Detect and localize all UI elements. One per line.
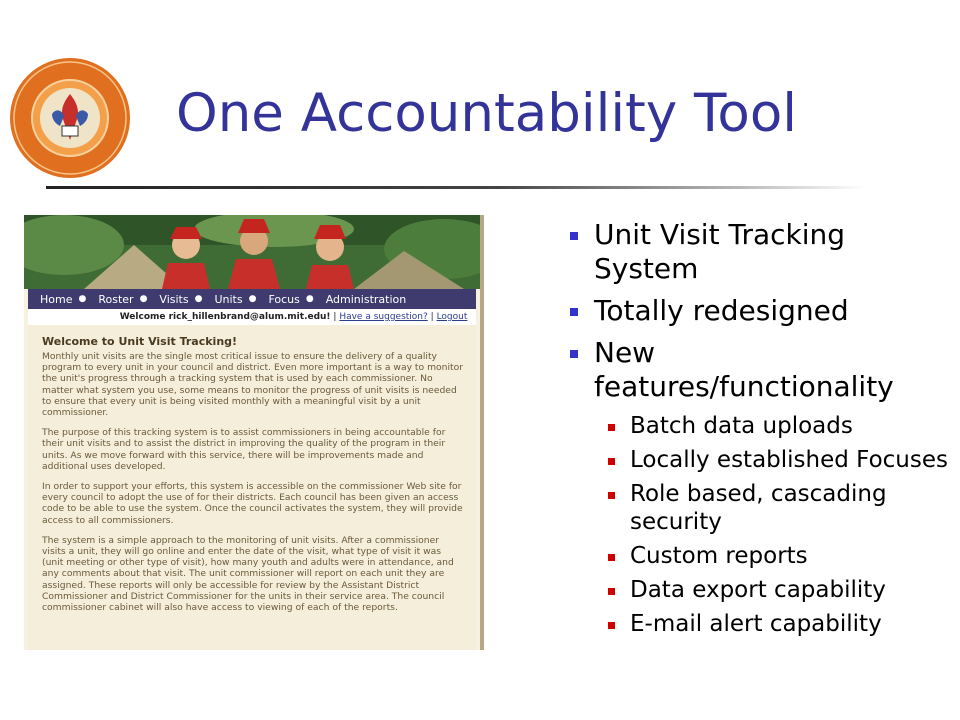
website-heading: Welcome to Unit Visit Tracking! — [42, 335, 238, 348]
bullet-square-icon — [570, 308, 578, 316]
separator: | — [333, 312, 340, 322]
nav-focus[interactable]: Focus — [268, 292, 300, 306]
sub-bullet-text: Custom reports — [630, 543, 808, 569]
slide-title: One Accountability Tool — [176, 83, 797, 144]
website-paragraph: The system is a simple approach to the monitoring of unit visits. After a commissioner visits a unit, they will go online and enter the date of the visit, what type of visit it was (unit meeting or other type of visit), how many youth and adults were in attendance, and any comments about that visit. The unit commissioner will report on each unit they are assigned. These reports will only be accessible for review by the Assistant District Commissioner and District Commissioner for the units in their service area. The council commissioner cabinet will also have access to viewing of each of the reports. — [42, 534, 454, 614]
sub-bullet-square-icon — [608, 492, 615, 499]
website-nav-bar — [28, 289, 476, 309]
website-content — [28, 325, 476, 650]
nav-separator-icon: ● — [248, 294, 257, 304]
nav-separator-icon: ● — [194, 294, 203, 304]
nav-separator-icon: ● — [305, 294, 314, 304]
bullet-square-icon — [570, 232, 578, 240]
nav-separator-icon: ● — [139, 294, 148, 304]
bullet-list — [568, 218, 948, 644]
sub-bullet-item — [568, 610, 948, 638]
separator: | — [430, 312, 437, 322]
sub-bullet-item — [568, 480, 948, 536]
nav-administration[interactable]: Administration — [325, 292, 407, 306]
website-paragraph: Monthly unit visits are the single most critical issue to ensure the delivery of a quality program to every unit in your council and district. Even more important is a way to monitor the unit's progress through a tracking system that is used by each commissioner. No matter what system you use, some means to monitor the progress of unit visits is needed to ensure that every unit is being visited monthly with a meaningful visit by a unit commissioner. — [42, 351, 464, 419]
sub-bullet-item — [568, 542, 948, 570]
sub-bullet-text: Batch data uploads — [630, 413, 853, 439]
title-divider — [46, 186, 866, 189]
logout-link[interactable]: Logout — [436, 312, 468, 322]
welcome-text: Welcome rick_hillenbrand@alum.mit.edu! — [119, 312, 331, 322]
scouts-banner-image — [24, 215, 480, 289]
sub-bullet-square-icon — [608, 424, 615, 431]
sub-bullet-square-icon — [608, 622, 615, 629]
sub-bullet-text: Data export capability — [630, 577, 886, 603]
sub-bullet-text: Role based, cascading security — [630, 481, 887, 535]
website-paragraph: The purpose of this tracking system is to assist commissioners in being accountable for their unit visits and to assist the district in improving the quality of the program in their units. As we move forward with this service, there will be improvements made and additional uses developed. — [42, 427, 446, 472]
bullet-item — [568, 294, 948, 328]
welcome-bar — [28, 309, 476, 325]
sub-bullet-item — [568, 412, 948, 440]
nav-home[interactable]: Home — [40, 292, 73, 306]
bullet-item — [568, 336, 948, 404]
bullet-square-icon — [570, 350, 578, 358]
sub-bullet-square-icon — [608, 588, 615, 595]
website-paragraph: In order to support your efforts, this system is accessible on the commissioner Web site for every council to adopt the use of for their districts. Each council has been given an access code to be able to use the system. Once the council activates the system, they will provide access to all commissioners. — [42, 481, 463, 526]
website-screenshot — [24, 215, 484, 650]
bullet-text: Totally redesigned — [594, 294, 849, 327]
sub-bullet-text: E-mail alert capability — [630, 611, 882, 637]
nav-separator-icon: ● — [78, 294, 87, 304]
nav-visits[interactable]: Visits — [159, 292, 189, 306]
bullet-text: Unit Visit Tracking System — [594, 218, 846, 285]
sub-bullet-item — [568, 446, 948, 474]
nav-roster[interactable]: Roster — [98, 292, 134, 306]
sub-bullet-item — [568, 576, 948, 604]
bullet-text: New features/functionality — [594, 336, 894, 403]
sub-bullet-square-icon — [608, 458, 615, 465]
commissioner-seal-logo — [8, 56, 132, 180]
sub-bullet-square-icon — [608, 554, 615, 561]
bullet-item — [568, 218, 948, 286]
suggestion-link[interactable]: Have a suggestion? — [339, 312, 428, 322]
nav-units[interactable]: Units — [214, 292, 243, 306]
sub-bullet-text: Locally established Focuses — [630, 447, 948, 473]
